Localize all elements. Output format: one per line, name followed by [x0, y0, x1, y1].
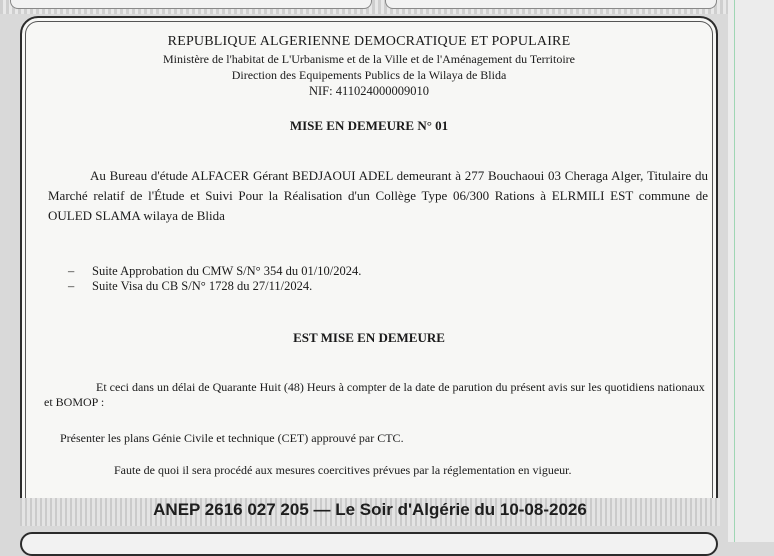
republic-heading: REPUBLIQUE ALGERIENNE DEMOCRATIQUE ET POPULAIRE	[167, 34, 571, 49]
reference-approval: Suite Approbation du CMW S/N° 354 du 01/10/2024.	[92, 264, 362, 278]
previous-notice-box-left	[10, 0, 372, 9]
sanction-paragraph: Faute de quoi il sera procédé aux mesures coercitives prévues par la réglementation en vigueur.	[114, 463, 572, 477]
notice-subtitle: EST MISE EN DEMEURE	[293, 330, 445, 345]
delay-paragraph: Et ceci dans un délai de Quarante Huit (48) Heurs à compter de la date de parution du présent avis sur les quotidiens nationaux et BOMOP :	[44, 380, 705, 409]
next-notice-edge	[20, 532, 718, 556]
publication-reference: ANEP 2616 027 205 — Le Soir d'Algérie du 10-08-2026	[153, 500, 587, 519]
notice-title: MISE EN DEMEURE N° 01	[289, 118, 449, 133]
legal-notice-box	[20, 16, 718, 518]
list-item	[68, 279, 361, 294]
reference-visa: Suite Visa du CB S/N° 1728 du 27/11/2024.	[92, 279, 313, 293]
previous-notice-box-right	[385, 0, 717, 9]
direction-line: Direction des Equipements Publics de la Wilaya de Blida	[231, 68, 507, 82]
previous-notice-edge	[0, 0, 774, 14]
requirement-paragraph: Présenter les plans Génie Civile et technique (CET) approuvé par CTC.	[60, 431, 404, 445]
nif-line: NIF: 411024000009010	[308, 84, 430, 98]
addressee-paragraph: Au Bureau d'étude ALFACER Gérant BEDJAOUI ADEL demeurant à 277 Bouchaoui 03 Cheraga Alger, Titulaire du Marché relatif de l'Étude et Suivi Pour la Réalisation d'un Collège Type 06/300 Rations à ELRMILI EST commune de OULED SLAMA wilaya de Blida	[48, 168, 708, 223]
list-item	[68, 264, 361, 279]
ministry-line: Ministère de l'habitat de L'Urbanisme et de la Ville et de l'Aménagement du Territoire	[162, 52, 575, 66]
references-list	[68, 264, 361, 294]
